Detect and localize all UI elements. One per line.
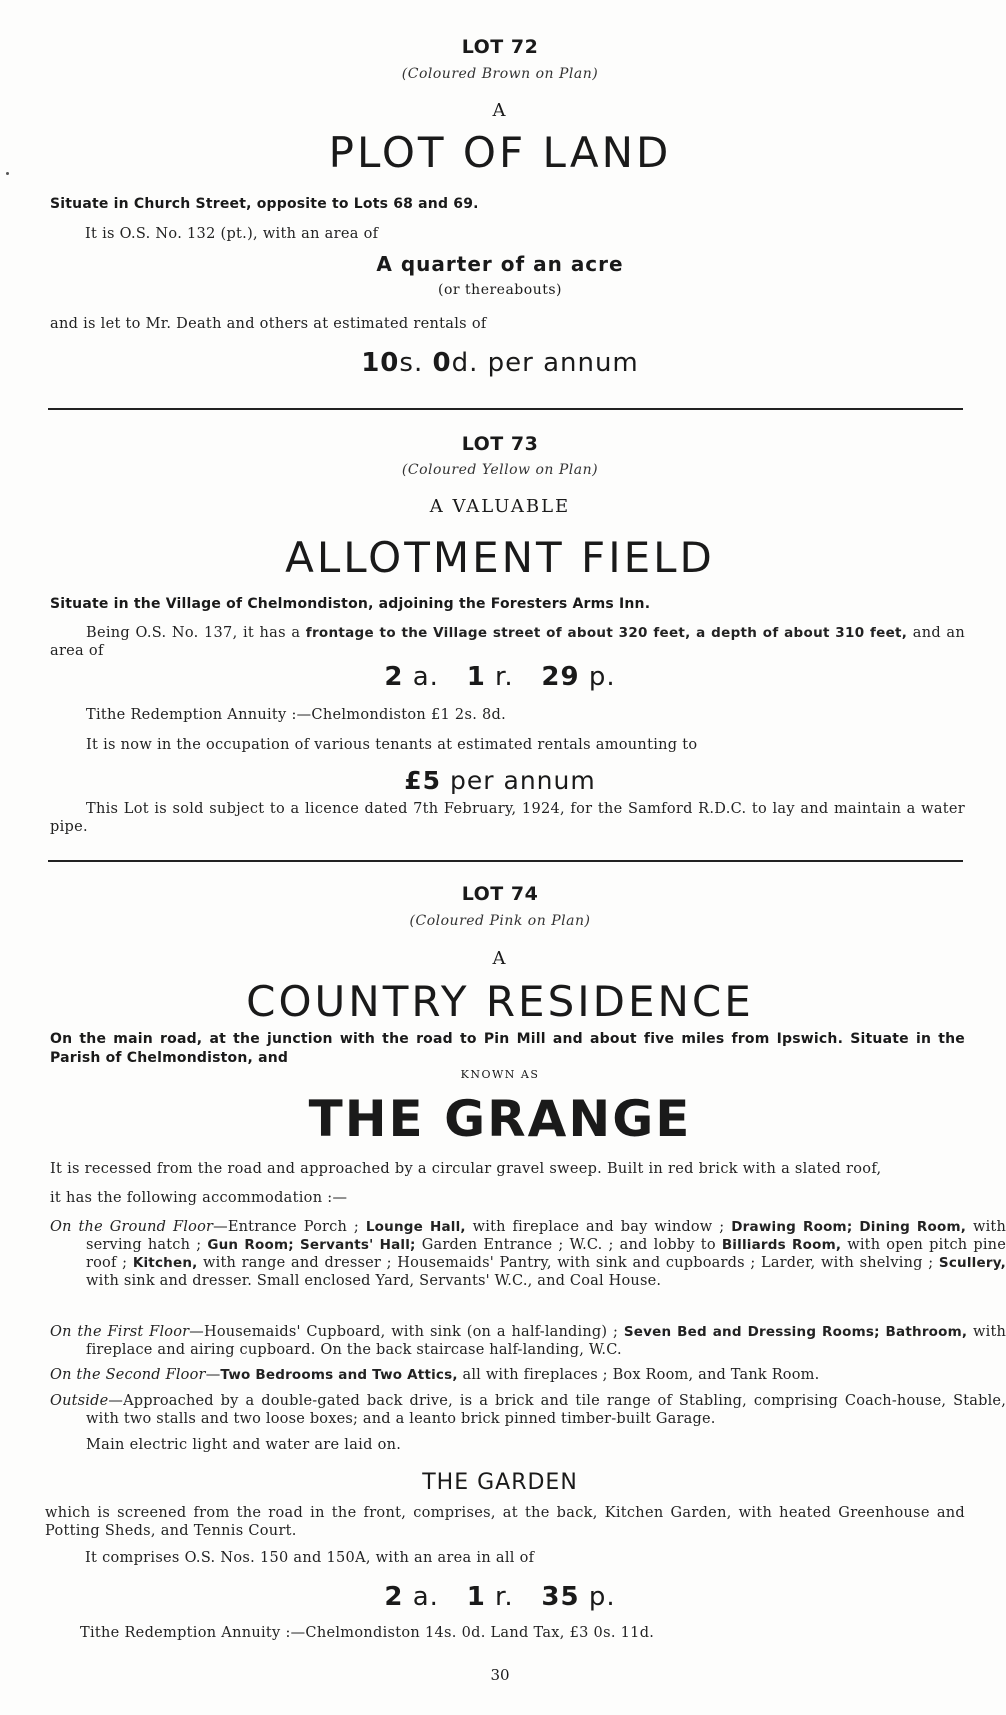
lot-73-tithe: Tithe Redemption Annuity :—Chelmondiston £1 2s. 8d. [86,707,507,723]
lot-73-description: Being O.S. No. 137, it has a frontage to the Village street of about 320 feet, a depth of about 310 feet, and an area of [50,625,965,659]
second-floor-section: On the Second Floor—Two Bedrooms and Two Attics, all with fireplaces ; Box Room, and Tank Room. [50,1367,820,1383]
lot-72-let-line: and is let to Mr. Death and others at estimated rentals of [50,316,487,332]
lot-72-colour: (Coloured Brown on Plan) [401,66,599,82]
garden-heading: THE GARDEN [422,1470,578,1495]
lot-74-name: THE GRANGE [308,1090,692,1148]
page-number: 30 [490,1666,510,1684]
lot-72-area: A quarter of an acre [376,252,624,276]
lot-74-colour: (Coloured Pink on Plan) [409,913,591,929]
lot-73-licence: This Lot is sold subject to a licence dated 7th February, 1924, for the Samford R.D.C. to lay and maintain a water pipe. [50,801,965,835]
outside-section: Outside—Approached by a double-gated back drive, is a brick and tile range of Stabling, comprising Coach-house, Stable, with two stalls and two loose boxes; and a leanto brick pinned timber-built Garage. [50,1393,1006,1427]
lot-72-heading: LOT 72 [461,36,539,58]
lot-73-title: ALLOTMENT FIELD [285,533,715,582]
lot-72-os-line: It is O.S. No. 132 (pt.), with an area of [85,226,379,242]
lot-73-situate: Situate in the Village of Chelmondiston, adjoining the Foresters Arms Inn. [50,596,651,612]
lot-73-occupation: It is now in the occupation of various tenants at estimated rentals amounting to [86,737,698,753]
lot-72-area-note: (or thereabouts) [438,282,562,298]
lot-74-situate: On the main road, at the junction with the road to Pin Mill and about five miles from Ipswich. Situate in the Parish of Chelmondiston, and [50,1031,965,1066]
lot-74-title: COUNTRY RESIDENCE [246,977,754,1026]
lot-72-rent: 10s. 0d. per annum [361,348,639,378]
lot-74-recess-2: it has the following accommodation :— [50,1190,348,1206]
divider [48,408,963,410]
lot-74-tithe: Tithe Redemption Annuity :—Chelmondiston 14s. 0d. Land Tax, £3 0s. 11d. [80,1625,655,1641]
lot-74-comprises: It comprises O.S. Nos. 150 and 150A, with an area in all of [85,1550,535,1566]
lot-72-article: A [492,100,508,121]
lot-73-area: 2 a. 1 r. 29 p. [384,662,616,692]
lot-74-known-as: KNOWN AS [460,1068,540,1081]
divider [48,860,963,862]
lot-74-recess-1: It is recessed from the road and approached by a circular gravel sweep. Built in red brick with a slated roof, [50,1161,882,1177]
lot-74-electric: Main electric light and water are laid on. [86,1437,402,1453]
lot-73-rent: £5 per annum [404,766,596,795]
lot-74-heading: LOT 74 [461,883,539,905]
ground-floor-section: On the Ground Floor—Entrance Porch ; Lounge Hall, with fireplace and bay window ; Drawing Room; Dining Room, with serving hatch ; Gun Room; Servants' Hall; Garden Entrance ; W.C. ; and lobby to Billiards Room, with open pitch pine roof ; Kitchen, with range and dresser ; Housemaids' Pantry, with sink and cupboards ; Larder, with shelving ; Scullery, with sink and dresser. Small enclosed Yard, Servants' W.C., and Coal House. [50,1219,1006,1289]
lot-74-area: 2 a. 1 r. 35 p. [384,1582,616,1612]
lot-73-colour: (Coloured Yellow on Plan) [401,462,599,478]
garden-description: which is screened from the road in the front, comprises, at the back, Kitchen Garden, with heated Greenhouse and Potting Sheds, and Tennis Court. [45,1505,965,1539]
lot-73-article: A VALUABLE [429,496,571,517]
lot-74-article: A [492,948,508,969]
first-floor-section: On the First Floor—Housemaids' Cupboard, with sink (on a half-landing) ; Seven Bed and Dressing Rooms; Bathroom, with fireplace and airing cupboard. On the back staircase half-landing, W.C. [50,1324,1006,1358]
lot-72-title: PLOT OF LAND [328,128,672,177]
lot-72-situate: Situate in Church Street, opposite to Lots 68 and 69. [50,196,479,212]
lot-73-heading: LOT 73 [461,433,539,455]
